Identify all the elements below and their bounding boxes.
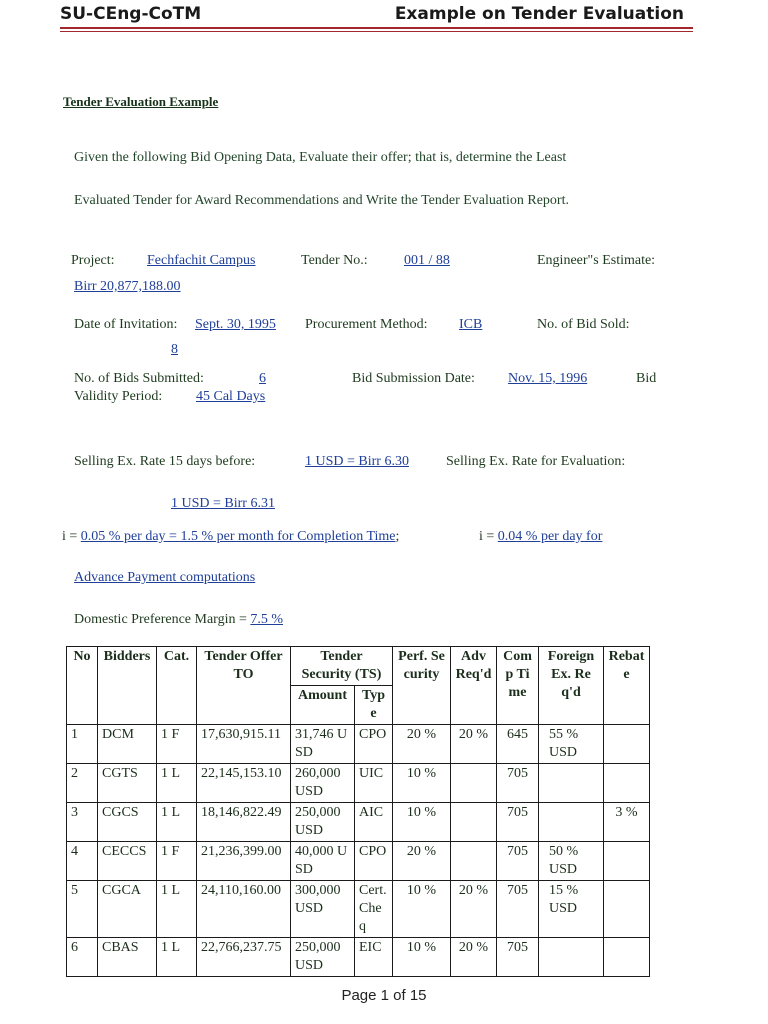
bid-opening-table <box>66 646 650 977</box>
col-header-perf: Perf. Security <box>393 647 451 725</box>
project-label: Project: <box>71 253 115 268</box>
table-row <box>67 881 650 938</box>
col-header-type: Type <box>355 686 393 725</box>
estimate-value: Birr 20,877,188.00 <box>74 279 181 294</box>
cell-bidder: CECCS <box>98 842 157 881</box>
cell-ts-type: EIC <box>355 938 393 977</box>
submission-value: Nov. 15, 1996 <box>508 371 588 386</box>
header-course-code: SU-CEng-CoTM <box>60 4 202 24</box>
cell-offer: 17,630,915.11 <box>197 725 291 764</box>
cell-adv: 20 % <box>451 725 497 764</box>
submission-label: Bid Submission Date: <box>352 371 475 386</box>
intro-line-1: Given the following Bid Opening Data, Evaluate their offer; that is, determine the Least <box>74 150 567 165</box>
project-value: Fechfachit Campus <box>147 253 256 268</box>
interest-advance <box>479 529 602 545</box>
interest-completion-prefix: i = <box>62 529 78 544</box>
col-header-foreign: Foreign Ex. Req'd <box>539 647 604 725</box>
interest-completion-value: 0.05 % per day = 1.5 % per month for Completion Time <box>80 529 396 544</box>
cell-comp: 705 <box>497 803 539 842</box>
table-row <box>67 938 650 977</box>
cell-cat: 1 F <box>157 842 197 881</box>
header-rule-bottom <box>60 31 693 32</box>
col-header-tender-offer: Tender Offer TO <box>197 647 291 725</box>
cell-ts-amount: 300,000 USD <box>291 881 355 938</box>
cell-comp: 645 <box>497 725 539 764</box>
cell-offer: 24,110,160.00 <box>197 881 291 938</box>
cell-offer: 22,145,153.10 <box>197 764 291 803</box>
cell-ts-amount: 250,000 USD <box>291 938 355 977</box>
cell-adv: 20 % <box>451 938 497 977</box>
eval-rate-value: 1 USD = Birr 6.31 <box>171 496 275 511</box>
cell-bidder: DCM <box>98 725 157 764</box>
dpm-label: Domestic Preference Margin = <box>74 612 247 627</box>
interest-advance-prefix: i = <box>479 529 495 544</box>
col-header-rebate: Rebate <box>604 647 650 725</box>
cell-adv <box>451 803 497 842</box>
cell-ts-type: CPO <box>355 725 393 764</box>
cell-bidder: CGCA <box>98 881 157 938</box>
header-document-title: Example on Tender Evaluation <box>394 4 684 24</box>
cell-rebate <box>604 725 650 764</box>
tender-no-value: 001 / 88 <box>404 253 450 268</box>
table-row <box>67 803 650 842</box>
cell-ts-type: Cert. Cheq <box>355 881 393 938</box>
cell-no: 2 <box>67 764 98 803</box>
cell-adv <box>451 842 497 881</box>
col-header-comp: Comp Time <box>497 647 539 725</box>
eval-rate-label: Selling Ex. Rate for Evaluation: <box>446 454 626 469</box>
cell-no: 4 <box>67 842 98 881</box>
cell-ts-amount: 250,000 USD <box>291 803 355 842</box>
cell-cat: 1 L <box>157 764 197 803</box>
cell-cat: 1 L <box>157 881 197 938</box>
cell-no: 5 <box>67 881 98 938</box>
cell-perf: 20 % <box>393 725 451 764</box>
cell-rebate <box>604 842 650 881</box>
col-header-adv: Adv Req'd <box>451 647 497 725</box>
bids-submitted-value: 6 <box>259 371 266 386</box>
col-header-cat: Cat. <box>157 647 197 725</box>
cell-rebate <box>604 764 650 803</box>
cell-bidder: CGCS <box>98 803 157 842</box>
cell-bidder: CBAS <box>98 938 157 977</box>
cell-ts-amount: 31,746 USD <box>291 725 355 764</box>
cell-perf: 10 % <box>393 764 451 803</box>
advance-payment-text: Advance Payment computations <box>74 570 256 585</box>
interest-completion <box>62 529 399 545</box>
cell-perf: 20 % <box>393 842 451 881</box>
cell-rebate: 3 % <box>604 803 650 842</box>
col-header-bidders: Bidders <box>98 647 157 725</box>
cell-comp: 705 <box>497 842 539 881</box>
cell-adv: 20 % <box>451 881 497 938</box>
table-row <box>67 764 650 803</box>
interest-completion-suffix: ; <box>395 529 400 544</box>
cell-no: 6 <box>67 938 98 977</box>
cell-foreign: 55 % USD <box>539 725 604 764</box>
cell-adv <box>451 764 497 803</box>
cell-rebate <box>604 938 650 977</box>
validity-value: 45 Cal Days <box>196 389 266 404</box>
validity-label-a: Bid <box>636 371 657 386</box>
cell-foreign: 50 % USD <box>539 842 604 881</box>
cell-cat: 1 L <box>157 938 197 977</box>
cell-foreign: 15 % USD <box>539 881 604 938</box>
cell-rebate <box>604 881 650 938</box>
table-row <box>67 725 650 764</box>
cell-foreign <box>539 938 604 977</box>
tender-no-label: Tender No.: <box>301 253 368 268</box>
bids-sold-value: 8 <box>171 342 178 357</box>
selling-rate-label: Selling Ex. Rate 15 days before: <box>74 454 256 469</box>
bids-submitted-label: No. of Bids Submitted: <box>74 371 204 386</box>
bids-sold-label: No. of Bid Sold: <box>537 317 630 332</box>
cell-perf: 10 % <box>393 938 451 977</box>
cell-perf: 10 % <box>393 803 451 842</box>
cell-foreign <box>539 803 604 842</box>
dpm-value: 7.5 % <box>250 612 284 627</box>
header-rule-top <box>60 27 693 29</box>
selling-rate-value: 1 USD = Birr 6.30 <box>305 454 409 469</box>
cell-no: 3 <box>67 803 98 842</box>
col-header-amount: Amount <box>291 686 355 725</box>
cell-bidder: CGTS <box>98 764 157 803</box>
page-number: Page 1 of 15 <box>341 987 427 1004</box>
cell-ts-amount: 260,000 USD <box>291 764 355 803</box>
section-title: Tender Evaluation Example <box>63 94 219 109</box>
cell-offer: 18,146,822.49 <box>197 803 291 842</box>
intro-line-2: Evaluated Tender for Award Recommendations and Write the Tender Evaluation Report. <box>74 193 569 208</box>
procurement-label: Procurement Method: <box>305 317 428 332</box>
cell-ts-type: CPO <box>355 842 393 881</box>
invitation-value: Sept. 30, 1995 <box>195 317 276 332</box>
estimate-label: Engineer"s Estimate: <box>537 253 656 268</box>
cell-offer: 22,766,237.75 <box>197 938 291 977</box>
cell-no: 1 <box>67 725 98 764</box>
dpm-line <box>74 612 283 628</box>
cell-comp: 705 <box>497 938 539 977</box>
table-row <box>67 842 650 881</box>
cell-ts-amount: 40,000 USD <box>291 842 355 881</box>
cell-comp: 705 <box>497 764 539 803</box>
validity-label-b: Validity Period: <box>74 389 163 404</box>
table-header-row <box>67 647 650 686</box>
cell-cat: 1 L <box>157 803 197 842</box>
interest-advance-value: 0.04 % per day for <box>497 529 603 544</box>
col-header-no: No <box>67 647 98 725</box>
cell-perf: 10 % <box>393 881 451 938</box>
cell-cat: 1 F <box>157 725 197 764</box>
cell-comp: 705 <box>497 881 539 938</box>
procurement-value: ICB <box>459 317 483 332</box>
cell-offer: 21,236,399.00 <box>197 842 291 881</box>
invitation-label: Date of Invitation: <box>74 317 178 332</box>
cell-ts-type: AIC <box>355 803 393 842</box>
col-header-tender-security: Tender Security (TS) <box>291 647 393 686</box>
cell-ts-type: UIC <box>355 764 393 803</box>
cell-foreign <box>539 764 604 803</box>
